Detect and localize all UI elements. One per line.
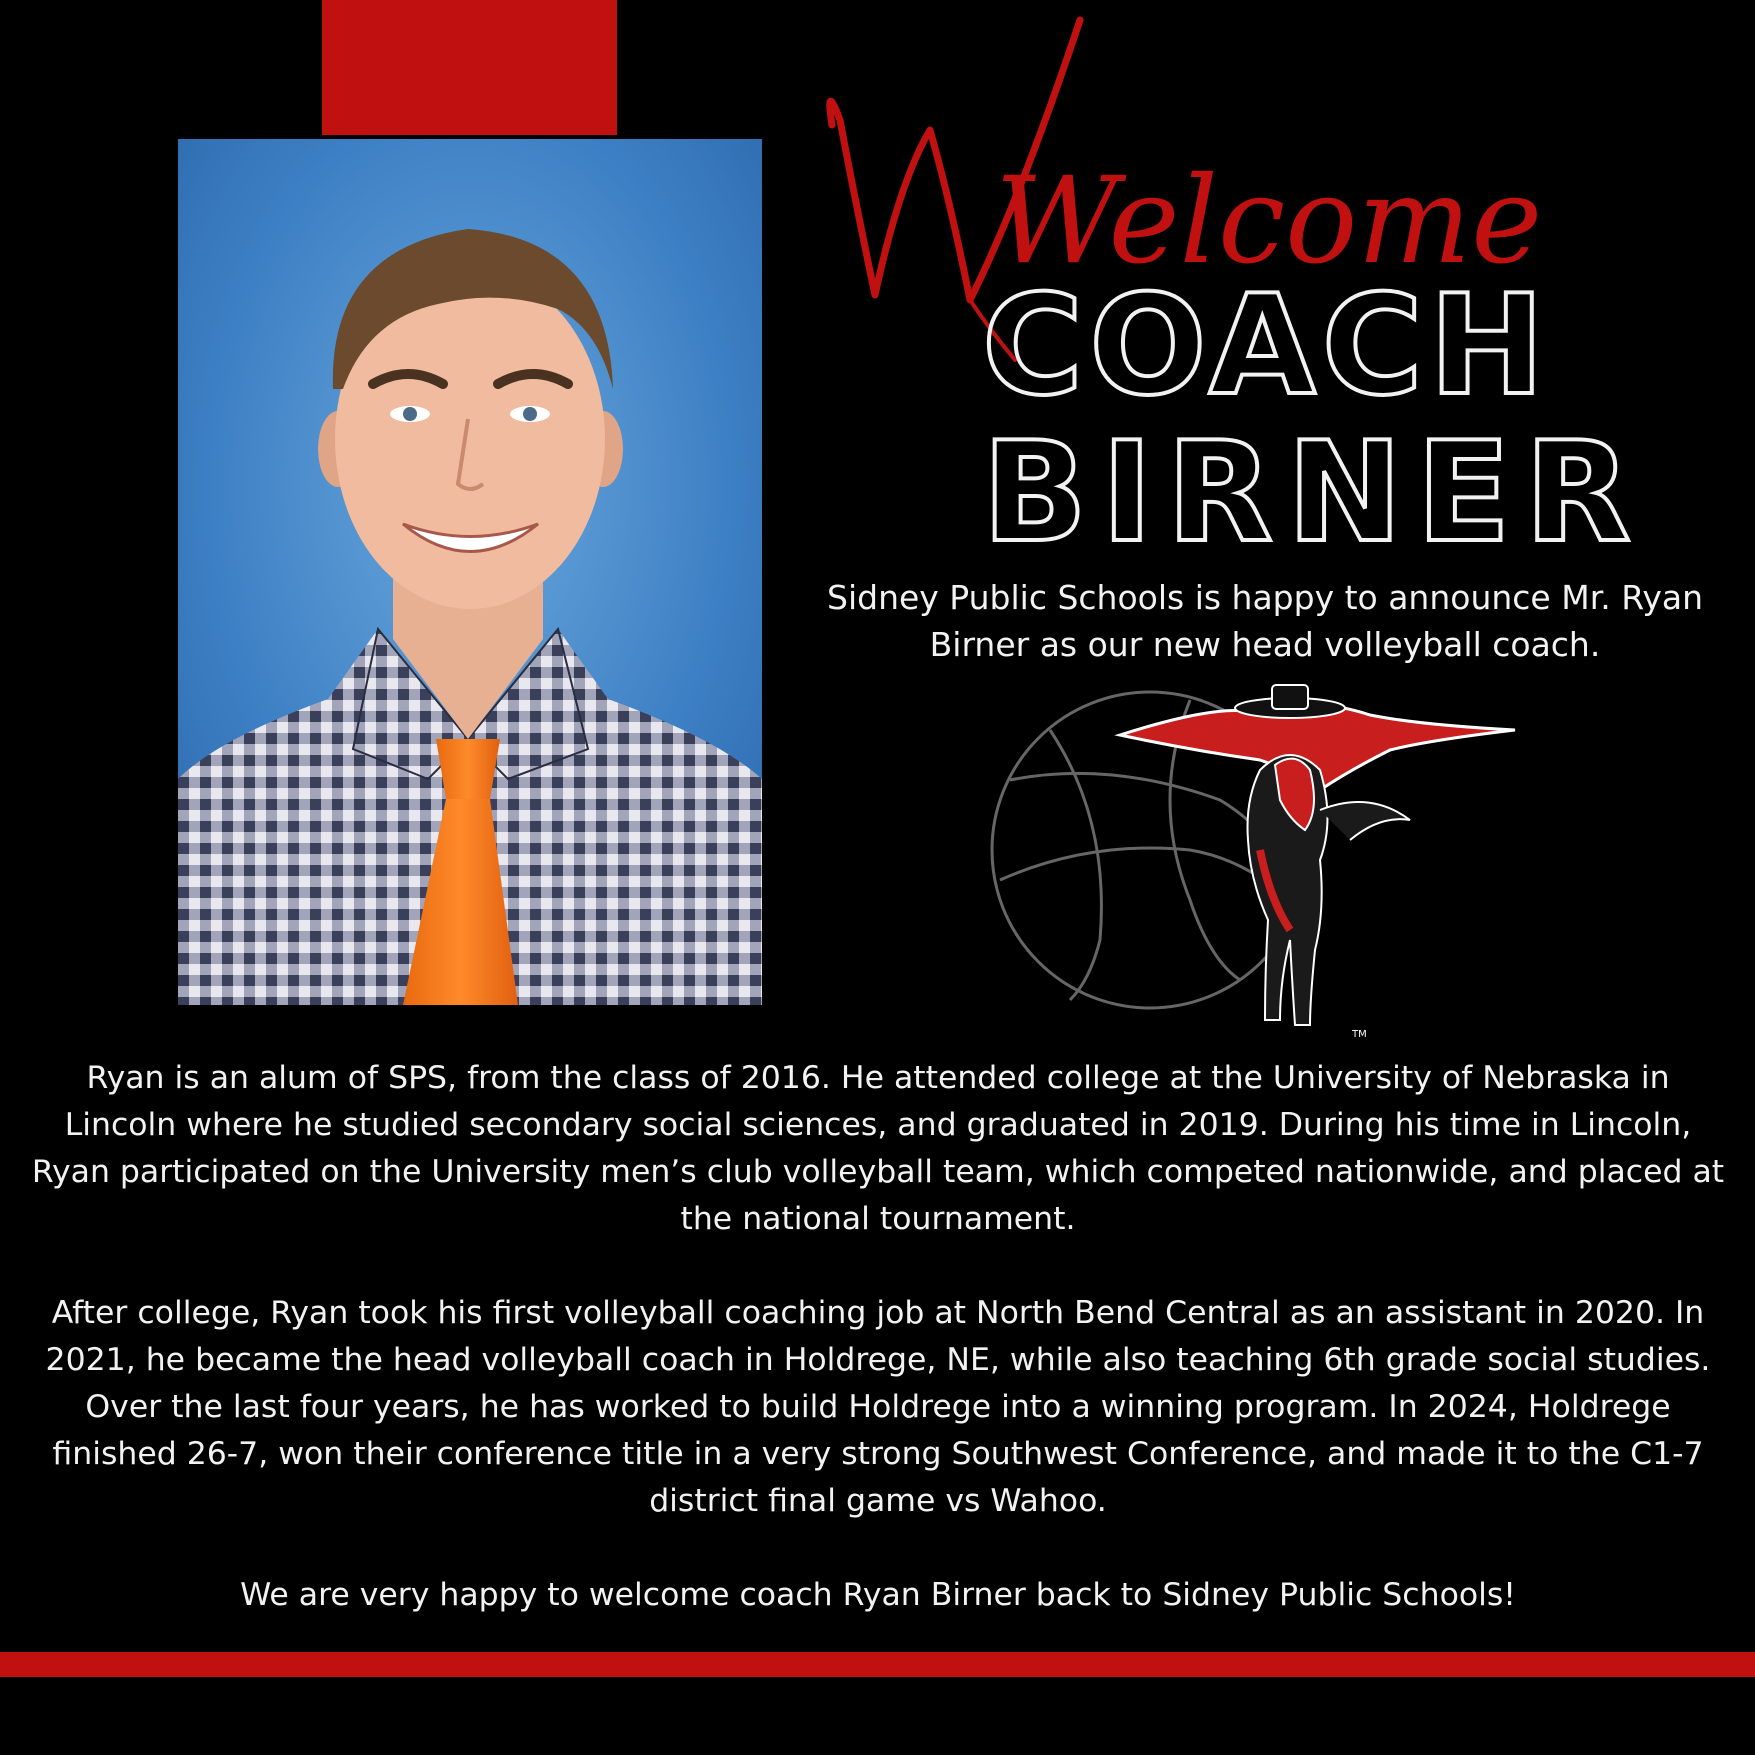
title-line-birner: BIRNER (982, 412, 1645, 573)
title-line-coach: COACH (982, 265, 1551, 426)
bio-paragraph-1: Ryan is an alum of SPS, from the class of 2016. He attended college at the University of Nebraska in Lincoln where he studied secondary social sciences, and graduated in 2019. During his time in Lincoln, Ryan participated on the University men’s club volleyball team, which competed nationwide, and placed at the national tournament. (31, 1060, 1725, 1237)
bottom-red-stripe (0, 1652, 1755, 1677)
announcement-text: Sidney Public Schools is happy to announce Mr. Ryan Birner as our new head volleyball coach. (827, 578, 1703, 664)
trademark-mark: TM (1352, 1029, 1367, 1040)
coach-name-title (960, 265, 1680, 573)
masked-rider-volleyball-logo (990, 680, 1520, 1045)
coach-biography (28, 1055, 1728, 1619)
welcome-script-text: Welcome (995, 152, 1543, 291)
top-red-block (322, 0, 617, 135)
bio-paragraph-2: After college, Ryan took his first volleyball coaching job at North Bend Central as an assistant in 2020. In 2021, he became the head volleyball coach in Holdrege, NE, while also teaching 6th grade social studies. Over the last four years, he has worked to build Holdrege into a winning program. In 2024, Holdrege finished 26-7, won their conference title in a very strong Southwest Conference, and made it to the C1-7 district final game vs Wahoo. (45, 1295, 1711, 1519)
bio-paragraph-3: We are very happy to welcome coach Ryan Birner back to Sidney Public Schools! (240, 1577, 1516, 1613)
coach-portrait-photo (178, 139, 762, 1005)
